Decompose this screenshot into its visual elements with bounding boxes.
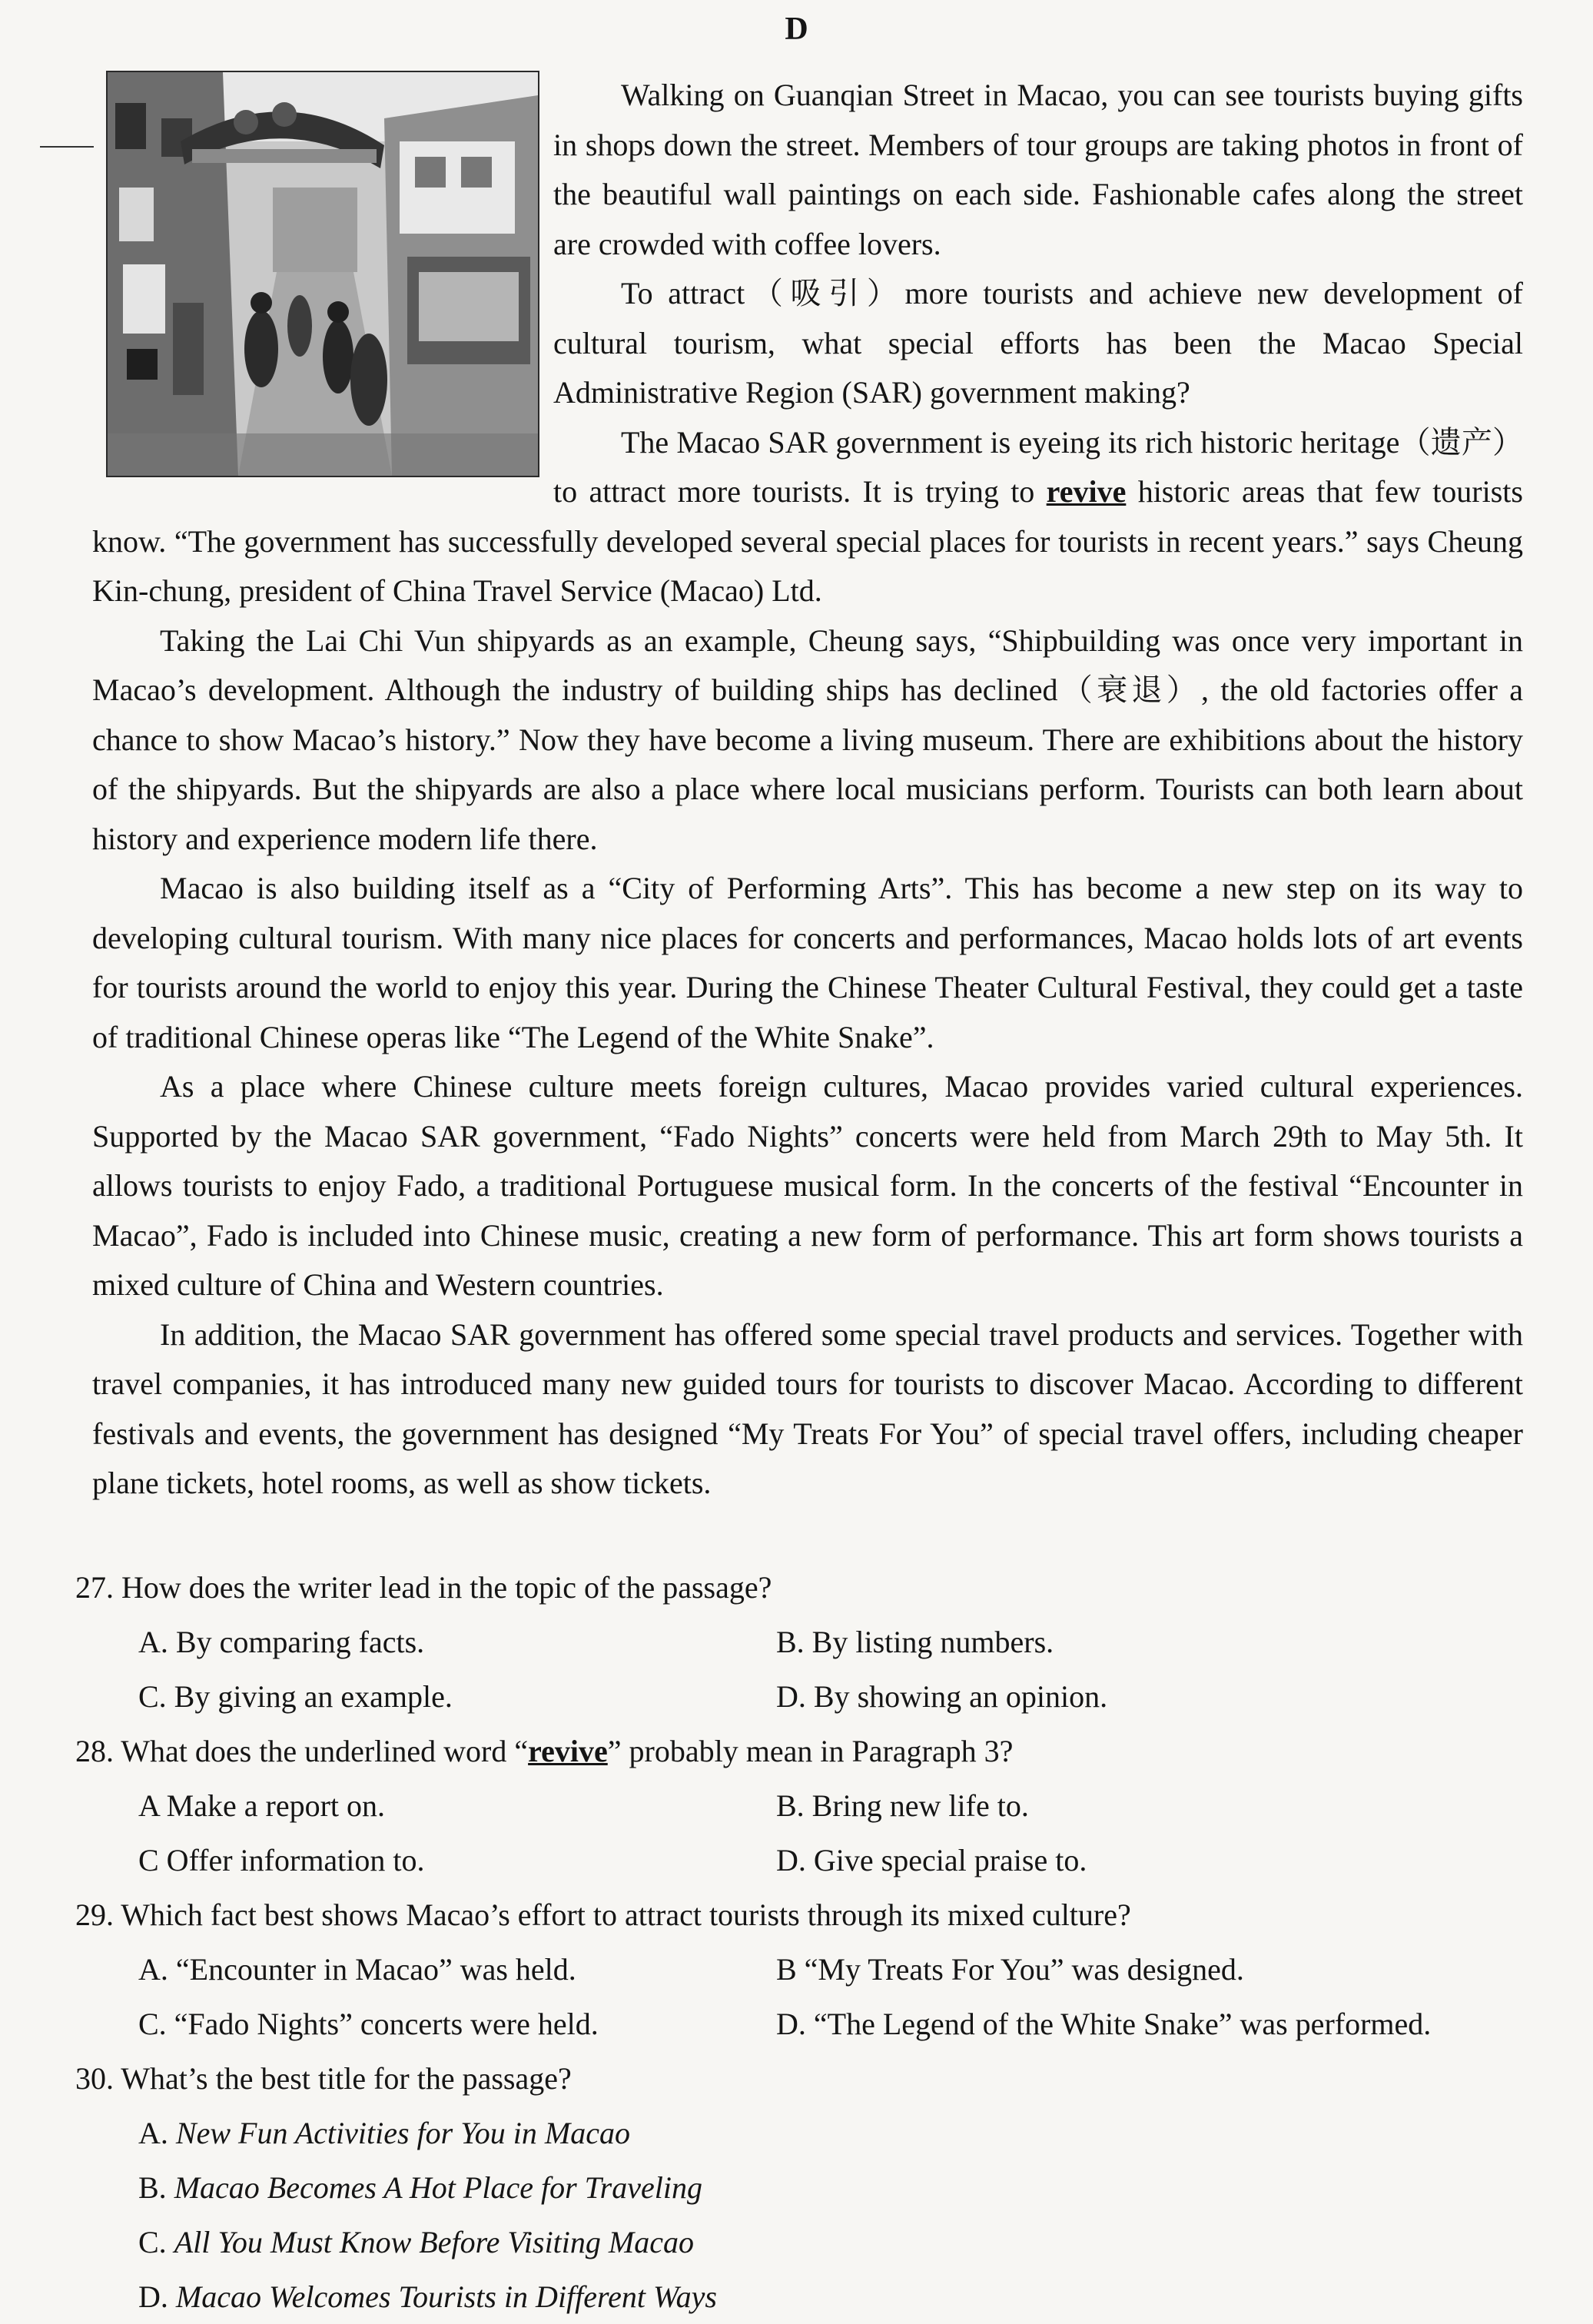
option-28-c[interactable]: C Offer information to. xyxy=(138,1843,425,1877)
paragraph-6: As a place where Chinese culture meets foreign cultures, Macao provides varied cultural experiences. Supported by the Macao SAR government, “Fado Nights” concerts were held from March 29th to May 5th. It allows tourists to enjoy Fado, a traditional Portuguese musical form. In the concerts of the festival “Encounter in Macao”, Fado is included into Chinese music, creating a new form of performance. This art form shows tourists a mixed culture of China and Western countries. xyxy=(92,1069,1523,1302)
question-27-stem: 27. How does the writer lead in the topic of the passage? xyxy=(75,1570,772,1605)
option-29-b[interactable]: B “My Treats For You” was designed. xyxy=(776,1952,1244,1987)
option-30-d-text: Macao Welcomes Tourists in Different Ways xyxy=(175,2279,717,2314)
question-list xyxy=(75,1560,1520,2324)
question-28-underlined-word: revive xyxy=(528,1734,608,1768)
paragraph-3-text-after: historic areas that few tourists know. “The government has successfully developed several special places for tourists in recent years.” says Cheung Kin-chung, president of China Travel Service (Macao) Ltd. xyxy=(92,474,1523,608)
option-30-d[interactable] xyxy=(138,2269,1520,2324)
option-30-b[interactable] xyxy=(138,2160,1520,2215)
question-30-stem: 30. What’s the best title for the passage? xyxy=(75,2061,572,2096)
option-29-d[interactable]: D. “The Legend of the White Snake” was performed. xyxy=(776,2007,1432,2041)
option-29-c[interactable]: C. “Fado Nights” concerts were held. xyxy=(138,2007,599,2041)
paragraph-7: In addition, the Macao SAR government has offered some special travel products and services. Together with travel companies, it has introduced many new guided tours for tourists to discover Macao. According to different festivals and events, the government has designed “My Treats For You” of special travel offers, including cheaper plane tickets, hotel rooms, as well as show tickets. xyxy=(92,1316,1523,1500)
question-28-stem-after: ” probably mean in Paragraph 3? xyxy=(607,1734,1014,1768)
option-30-c[interactable] xyxy=(138,2215,1520,2269)
question-30-options xyxy=(75,2106,1520,2324)
question-27-options xyxy=(75,1615,1520,1724)
scan-mark xyxy=(40,146,94,148)
option-27-a[interactable]: A. By comparing facts. xyxy=(138,1625,425,1659)
option-30-c-letter: C. xyxy=(138,2225,174,2259)
paragraph-5: Macao is also building itself as a “City of Performing Arts”. This has become a new step on its way to developing cultural tourism. With many nice places for concerts and performances, Macao holds lots of art events for tourists around the world to enjoy this year. During the Chinese Theater Cultural Festival, they could get a taste of traditional Chinese operas like “The Legend of the White Snake”. xyxy=(92,871,1523,1054)
underlined-word-revive: revive xyxy=(1046,474,1127,509)
reading-passage xyxy=(92,71,1523,1509)
option-28-d[interactable]: D. Give special praise to. xyxy=(776,1843,1087,1877)
paragraph-2: To attract（吸引）more tourists and achieve new development of cultural tourism, what special efforts has been the Macao Special Administrative Region (SAR) government making? xyxy=(553,276,1523,410)
option-28-b[interactable]: B. Bring new life to. xyxy=(776,1788,1029,1823)
question-29-stem: 29. Which fact best shows Macao’s effort to attract tourists through its mixed culture? xyxy=(75,1897,1131,1932)
question-28-stem xyxy=(75,1724,1520,1778)
question-29-options xyxy=(75,1942,1520,2051)
paragraph-1: Walking on Guanqian Street in Macao, you can see tourists buying gifts in shops down the street. Members of tour groups are taking photos in front of the beautiful wall paintings on each side. Fashionable cafes along the street are crowded with coffee lovers. xyxy=(553,78,1523,261)
paragraph-3-text-before: The Macao SAR government is eyeing its rich historic heritage（遗产）to attract more tourists. It is trying to xyxy=(553,424,1523,509)
option-27-c[interactable]: C. By giving an example. xyxy=(138,1679,453,1714)
option-30-b-text: Macao Becomes A Hot Place for Traveling xyxy=(174,2170,702,2205)
option-30-a-letter: A. xyxy=(138,2116,176,2150)
option-30-a[interactable] xyxy=(138,2106,1520,2160)
street-photo xyxy=(106,71,539,477)
option-30-a-text: New Fun Activities for You in Macao xyxy=(175,2116,630,2150)
street-scene-illustration xyxy=(108,72,538,476)
question-28-options xyxy=(75,1778,1520,1887)
option-30-d-letter: D. xyxy=(138,2279,176,2314)
paragraph-4: Taking the Lai Chi Vun shipyards as an example, Cheung says, “Shipbuilding was once very important in Macao’s development. Although the industry of building ships has declined（衰退）, the old factories offer a chance to show Macao’s history.” Now they have become a living museum. There are exhibitions about the history of the shipyards. But the shipyards are also a place where local musicians perform. Tourists can both learn about history and experience modern life there. xyxy=(92,622,1523,856)
section-letter: D xyxy=(785,12,808,47)
option-29-a[interactable]: A. “Encounter in Macao” was held. xyxy=(138,1952,576,1987)
option-28-a[interactable]: A Make a report on. xyxy=(138,1788,386,1823)
option-30-c-text: All You Must Know Before Visiting Macao xyxy=(174,2225,694,2259)
option-27-b[interactable]: B. By listing numbers. xyxy=(776,1625,1054,1659)
option-30-b-letter: B. xyxy=(138,2170,174,2205)
option-27-d[interactable]: D. By showing an opinion. xyxy=(776,1679,1108,1714)
question-28-stem-before: 28. What does the underlined word “ xyxy=(75,1734,529,1768)
